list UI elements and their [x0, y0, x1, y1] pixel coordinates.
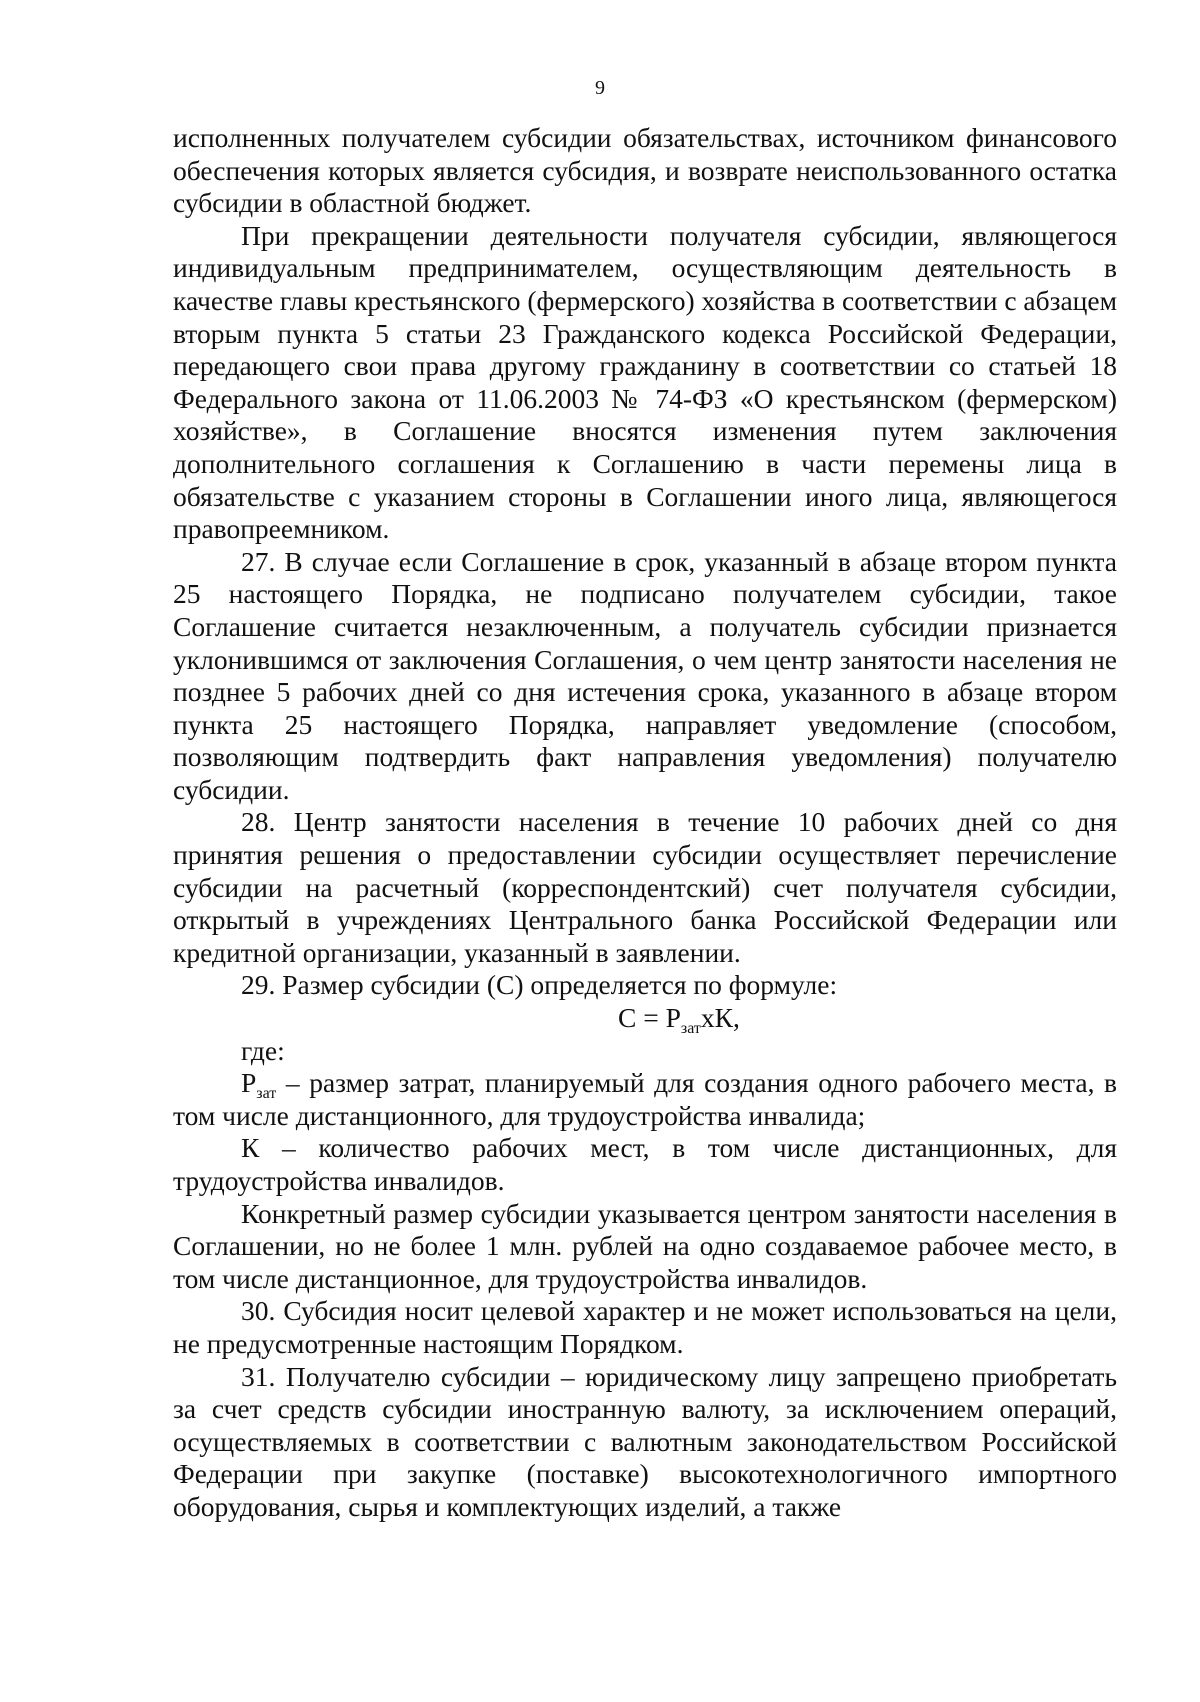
paragraph-27: 27. В случае если Соглашение в срок, указанный в абзаце втором пункта 25 настоящего Порядка, не подписано получателем субсидии, такое Соглашение считается незаключенным, а получатель субсидии признается уклонившимся от заключения Соглашения, о чем центр занятости населения не позднее 5 рабочих дней со дня истечения срока, указанного в абзаце втором пункта 25 настоящего Порядка, направляет уведомление (способом, позволяющим подтвердить факт направления уведомления) получателю субсидии. — [173, 545, 1117, 805]
where-label: где: — [241, 1034, 285, 1066]
paragraph-continuation: исполненных получателем субсидии обязательствах, источником финансового обеспечения которых является субсидия, и возврате неиспользованного остатка субсидии в областной бюджет. — [173, 122, 1117, 219]
page-number: 9 — [595, 77, 605, 99]
formula-right: хК, — [700, 1002, 740, 1034]
definition-k — [173, 1132, 1117, 1197]
definition-p-zat — [173, 1067, 1117, 1132]
subsidy-formula — [173, 1002, 1117, 1038]
definition-symbol: Р — [241, 1067, 257, 1099]
paragraph-specific-amount: Конкретный размер субсидии указывается центром занятости населения в Соглашении, но не более 1 млн. рублей на одно создаваемое рабочее место, в том числе дистанционное, для трудоустройства инвалидов. — [173, 1197, 1117, 1294]
paragraph-28: 28. Центр занятости населения в течение 10 рабочих дней со дня принятия решения о предоставлении субсидии осуществляет перечисление субсидии на расчетный (корреспондентский) счет получателя субсидии, открытый в учреждениях Центрального банка Российской Федерации или кредитной организации, указанный в заявлении. — [173, 806, 1117, 968]
paragraph-farm-termination: При прекращении деятельности получателя субсидии, являющегося индивидуальным предпринимателем, осуществляющим деятельность в качестве главы крестьянского (фермерского) хозяйства в соответствии с абзацем вторым пункта 5 статьи 23 Гражданского кодекса Российской Федерации, передающего свои права другому гражданину в соответствии со статьей 18 Федерального закона от 11.06.2003 № 74-ФЗ «О крестьянском (фермерском) хозяйстве», в Соглашение вносятся изменения путем заключения дополнительного соглашения к Соглашению в части перемены лица в обязательстве с указанием стороны в Соглашении иного лица, являющегося правопреемником. — [173, 219, 1117, 545]
definition-subscript: зат — [256, 1085, 277, 1103]
definition-text: – количество рабочих мест, в том числе дистанционных, для трудоустройства инвалидов. — [173, 1132, 1117, 1196]
definition-symbol: К — [241, 1132, 260, 1164]
formula-subscript: зат — [680, 1020, 701, 1038]
formula-left: С = Р — [618, 1002, 681, 1034]
definition-text: – размер затрат, планируемый для создания одного рабочего места, в том числе дистанционного, для трудоустройства инвалида; — [173, 1067, 1117, 1131]
paragraph-31: 31. Получателю субсидии – юридическому лицу запрещено приобретать за счет средств субсидии иностранную валюту, за исключением операций, осуществляемых в соответствии с валютным законодательством Российской Федерации при закупке (поставке) высокотехнологичного импортного оборудования, сырья и комплектующих изделий, а также — [173, 1360, 1117, 1522]
paragraph-30: 30. Субсидия носит целевой характер и не может использоваться на цели, не предусмотренные настоящим Порядком. — [173, 1295, 1117, 1359]
paragraph-29: 29. Размер субсидии (С) определяется по формуле: — [241, 969, 838, 1001]
document-body — [173, 122, 1117, 1524]
